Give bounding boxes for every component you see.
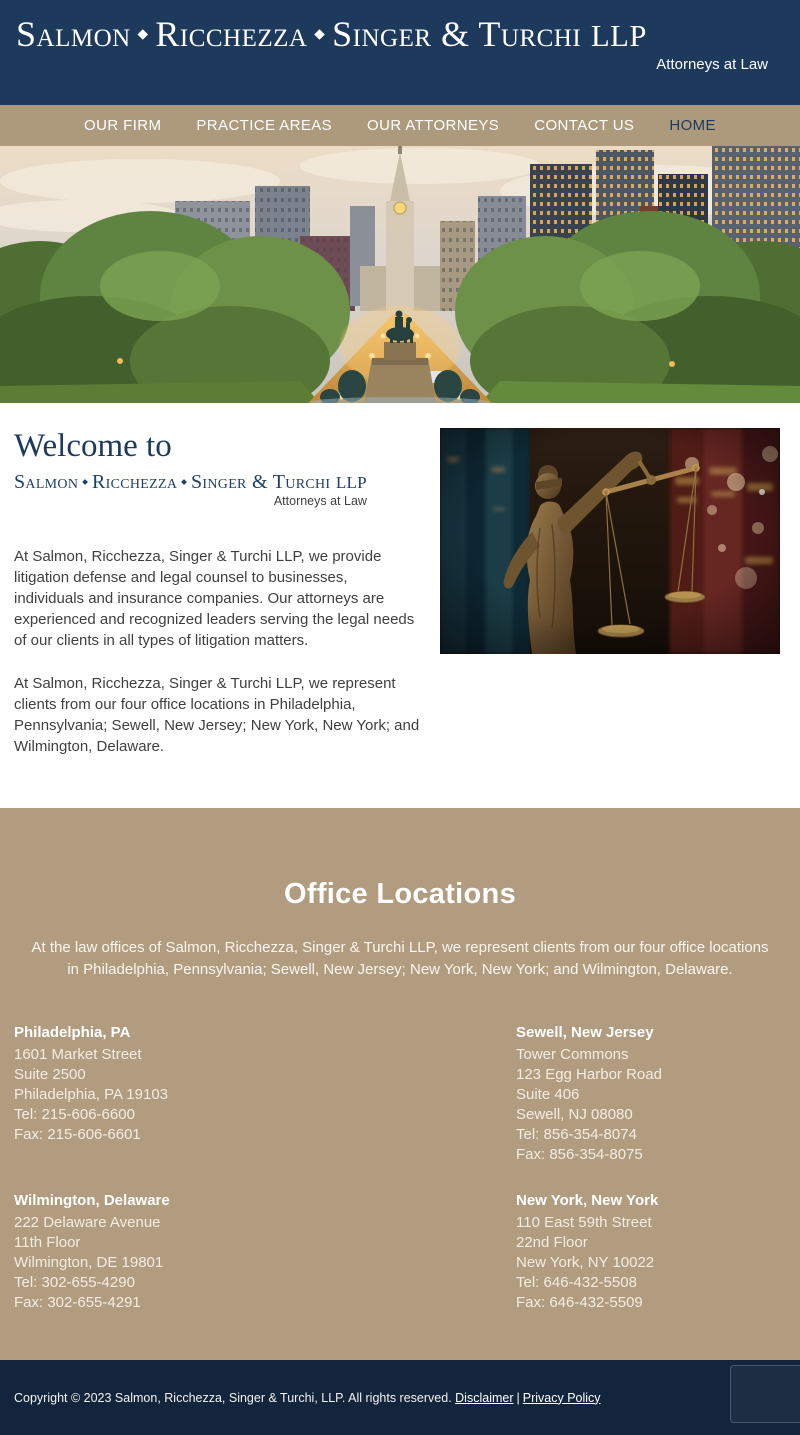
- address-line: 11th Floor: [14, 1234, 81, 1251]
- address-line: Tel: 302-655-4290: [14, 1274, 135, 1291]
- address-line: Fax: 646-432-5509: [516, 1294, 643, 1311]
- address-line: Suite 406: [516, 1086, 580, 1103]
- nav-item: [534, 117, 634, 135]
- office-city: New York, New York: [516, 1192, 659, 1209]
- office-grid: [0, 1023, 800, 1313]
- recaptcha-badge[interactable]: [730, 1365, 800, 1423]
- address-line: Tel: 646-432-5508: [516, 1274, 637, 1291]
- copyright-text: Copyright © 2023 Salmon, Ricchezza, Singer & Turchi, LLP. All rights reserved.: [14, 1390, 452, 1405]
- address-line: Tel: 215-606-6600: [14, 1106, 135, 1123]
- office-city: Philadelphia, PA: [14, 1024, 131, 1041]
- disclaimer-link[interactable]: Disclaimer: [455, 1390, 514, 1405]
- office-location: [14, 1023, 516, 1165]
- diamond-separator-icon: ◆: [137, 25, 149, 41]
- logo-word: Singer & Turchi: [191, 471, 331, 494]
- address-line: 123 Egg Harbor Road: [516, 1066, 662, 1083]
- address-line: Suite 2500: [14, 1066, 86, 1083]
- welcome-section: [0, 403, 800, 808]
- office-address: [516, 1213, 786, 1313]
- main-nav: [0, 105, 800, 146]
- address-line: 110 East 59th Street: [516, 1214, 652, 1231]
- site-header: [0, 0, 800, 105]
- nav-link[interactable]: OUR ATTORNEYS: [367, 116, 500, 134]
- diamond-separator-icon: ◆: [181, 476, 188, 486]
- logo-word: Salmon: [14, 471, 79, 494]
- locations-paragraph: At Salmon, Ricchezza, Singer & Turchi LLP, we represent clients from our four office locations in Philadelphia, Pennsylvania; Sewell, New Jersey; New York, New York; and Wilmington, Delaware.: [14, 675, 420, 756]
- footer-link-separator: |: [516, 1390, 520, 1405]
- office-location: [14, 1191, 516, 1313]
- logo-line: [14, 472, 367, 493]
- firm-tagline: Attorneys at Law: [273, 494, 367, 509]
- address-line: Fax: 302-655-4291: [14, 1294, 141, 1311]
- address-line: Tel: 856-354-8074: [516, 1126, 637, 1143]
- address-line: Tower Commons: [516, 1046, 629, 1063]
- office-location: [516, 1191, 786, 1313]
- office-city: Wilmington, Delaware: [14, 1192, 170, 1209]
- address-line: Wilmington, DE 19801: [14, 1254, 164, 1271]
- office-locations-section: [0, 808, 800, 1360]
- nav-link[interactable]: CONTACT US: [534, 116, 635, 134]
- logo-suffix: LLP: [335, 473, 367, 493]
- office-address: [14, 1213, 516, 1313]
- nav-item: [84, 117, 161, 135]
- office-city: Sewell, New Jersey: [516, 1024, 654, 1041]
- nav-link[interactable]: OUR FIRM: [84, 116, 162, 134]
- nav-link[interactable]: HOME: [669, 116, 716, 134]
- diamond-separator-icon: ◆: [314, 25, 326, 41]
- address-line: Philadelphia, PA 19103: [14, 1086, 169, 1103]
- address-line: Fax: 856-354-8075: [516, 1146, 643, 1163]
- address-line: New York, NY 10022: [516, 1254, 655, 1271]
- firm-tagline: Attorneys at Law: [656, 55, 768, 73]
- office-locations-heading: Office Locations: [284, 878, 516, 910]
- welcome-text-column: [14, 428, 420, 757]
- logo-word: Ricchezza: [155, 14, 308, 54]
- logo-word: Ricchezza: [92, 471, 178, 494]
- address-line: 1601 Market Street: [14, 1046, 142, 1063]
- logo-word: Salmon: [16, 14, 131, 54]
- nav-list: [84, 117, 716, 135]
- address-line: Fax: 215-606-6601: [14, 1126, 141, 1143]
- office-locations-intro: At the law offices of Salmon, Ricchezza, Singer & Turchi LLP, we represent clients from our four office locations in Philadelphia, Pennsylvania; Sewell, New Jersey; New York, New York; and Wilmington, Delaware.: [31, 939, 769, 978]
- office-address: [14, 1045, 516, 1145]
- address-line: 222 Delaware Avenue: [14, 1214, 161, 1231]
- address-line: 22nd Floor: [516, 1234, 588, 1251]
- office-location: [516, 1023, 786, 1165]
- intro-paragraph: At Salmon, Ricchezza, Singer & Turchi LLP, we provide litigation defense and legal counsel to businesses, individuals and insurance companies. Our attorneys are experienced and recognized leaders serving the legal needs of our clients in all types of litigation matters.: [14, 548, 415, 650]
- nav-link[interactable]: PRACTICE AREAS: [196, 116, 333, 134]
- firm-logo[interactable]: [16, 16, 780, 54]
- privacy-policy-link[interactable]: Privacy Policy: [522, 1390, 601, 1405]
- site-footer: [0, 1360, 800, 1435]
- hero-image: [0, 146, 800, 403]
- logo-word: Singer & Turchi: [332, 14, 582, 54]
- office-address: [516, 1045, 786, 1165]
- justice-statue-image: [440, 428, 780, 654]
- welcome-heading: Welcome to: [14, 428, 172, 464]
- diamond-separator-icon: ◆: [82, 476, 89, 486]
- nav-item: [196, 117, 332, 135]
- logo-suffix: LLP: [590, 19, 647, 53]
- nav-item: [367, 117, 499, 135]
- address-line: Sewell, NJ 08080: [516, 1106, 633, 1123]
- welcome-firm-logo: [14, 472, 367, 508]
- nav-item: [669, 117, 716, 135]
